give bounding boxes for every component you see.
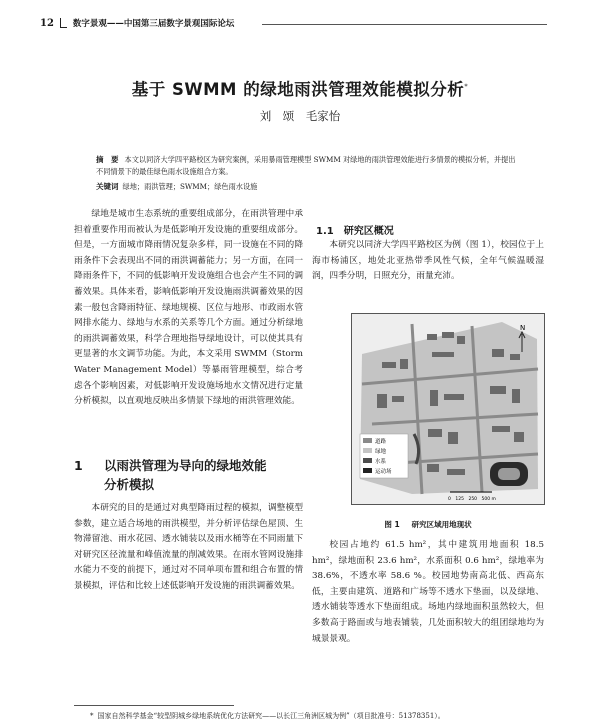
figure-1-caption <box>312 519 544 530</box>
footnote <box>90 711 445 721</box>
section-1-column <box>74 501 303 595</box>
page-number: 12 <box>40 17 54 29</box>
subsection-1-1-paragraph: 本研究以同济大学四平路校区为例（图 1），校园位于上海市杨浦区，地处北亚热带季风性气候，全年气候温暖湿润，四季分明，日照充分，雨量充沛。 <box>312 240 544 282</box>
section-1-paragraph: 本研究的目的是通过对典型降雨过程的模拟，调整模型参数，建立适合场地的雨洪模型，并分析评估绿色屋顶、生物滞留池、雨水花园、透水铺装以及雨水桶等在不同雨量下对研究区径流量和峰值流量的削减效果。在雨水管网设施排水能力不变的前提下，通过对不同单项布置和组合布置的情景模拟，评估和比较上述低影响开发设施的雨洪调蓄效果。 <box>74 503 303 591</box>
footnote-mark: * <box>90 712 94 720</box>
keywords-text: 绿地；雨洪管理；SWMM；绿色雨水设施 <box>122 182 258 191</box>
subsection-1-1-number: 1.1 <box>316 226 334 237</box>
footnote-rule <box>74 705 234 706</box>
site-statistics-paragraph: 校园占地约 61.5 hm²，其中建筑用地面积 18.5 hm²，绿地面积 23.6 hm²，水系面积 0.6 hm²，绿地率为 38.6%，不透水率 58.6 %。校园地势南高北低、西高东低，主要由建筑、道路和广场等不透水下垫面，以及绿地、透水铺装等透水下垫面组成。场地内绿地面积虽然较大，但多数高于路面或与地表铺装，几处面积较大的组团绿地均为城景景观。 <box>312 540 544 644</box>
keywords <box>96 181 257 192</box>
section-1-heading <box>74 456 304 494</box>
subsection-1-1-intro <box>312 238 544 285</box>
subsection-1-1-heading <box>316 222 394 237</box>
subsection-1-1-title: 研究区概况 <box>343 226 394 237</box>
scale-label: 0 125 250 500 m <box>448 497 496 502</box>
abstract <box>96 154 516 178</box>
article-authors: 刘 颂 毛家怡 <box>259 109 341 123</box>
section-1-title-b: 分析模拟 <box>104 477 155 492</box>
legend-label: 运动场 <box>375 469 392 475</box>
campus-map-image <box>352 314 544 504</box>
article-title-text: 基于 SWMM 的绿地雨洪管理效能模拟分析 <box>131 80 465 99</box>
abstract-label: 摘 要 <box>96 155 119 164</box>
running-header <box>40 17 234 29</box>
running-title: 数字景观——中国第三届数字景观国际论坛 <box>72 19 235 29</box>
legend-label: 绿地 <box>375 449 387 455</box>
section-1-number: 1 <box>74 458 83 473</box>
figure-1-number: 图 1 <box>384 520 400 529</box>
figure-1-map <box>351 313 545 505</box>
footnote-text: 国家自然科学基金“较型阴城乡绿地系统优化方法研究——以长江三角洲区城为例”（项目批准号：51378351）。 <box>97 712 445 720</box>
legend-label: 水系 <box>375 459 387 465</box>
header-rule <box>262 24 547 25</box>
intro-paragraph: 绿地是城市生态系统的重要组成部分，在雨洪管理中承担着重要作用而被认为是低影响开发设施的重要组成部分。但是，一方面城市降雨情况复杂多样，同一设施在不同的降雨条件下会表现出不同的雨洪调蓄能力；另一方面，在同一降雨条件下，不同的低影响开发设施组合也会产生不同的调蓄效果。具体来看，影响低影响开发设施雨洪调蓄效果的因素一般包含降雨特征、绿地规模、区位与地形、市政雨水管网排水能力、绿地与水系的关系等几个方面。通过分析绿地的雨洪调蓄效果，科学合理地指导绿地设计，可以使其具有更显著的水文调节功能。为此，本文采用 SWMM（Storm Water Management Model）等暴雨管理模型，综合考虑各个影响因素，对低影响开发设施场地水文情况进行定量分析模拟，以直观地反映出多情景下绿地的雨洪管理效能。 <box>74 209 303 407</box>
keywords-label: 关键词 <box>96 182 119 191</box>
subsection-1-1-continued <box>312 538 544 647</box>
article-title <box>0 76 600 100</box>
page-corner-mark-icon <box>60 18 67 28</box>
section-1-title-a: 以雨洪管理为导向的绿地效能 <box>104 458 267 473</box>
intro-column <box>74 207 303 410</box>
title-footnote-mark: * <box>464 82 469 91</box>
legend-label: 道路 <box>375 439 387 445</box>
north-arrow-label: N <box>520 324 526 332</box>
abstract-text: 本文以同济大学四平路校区为研究案例，采用暴雨管理模型 SWMM 对绿地的雨洪管理效能进行多情景的模拟分析，并提出不同情景下的最佳绿色雨水设施组合方案。 <box>96 155 516 176</box>
figure-1-title: 研究区域用地现状 <box>411 520 472 529</box>
